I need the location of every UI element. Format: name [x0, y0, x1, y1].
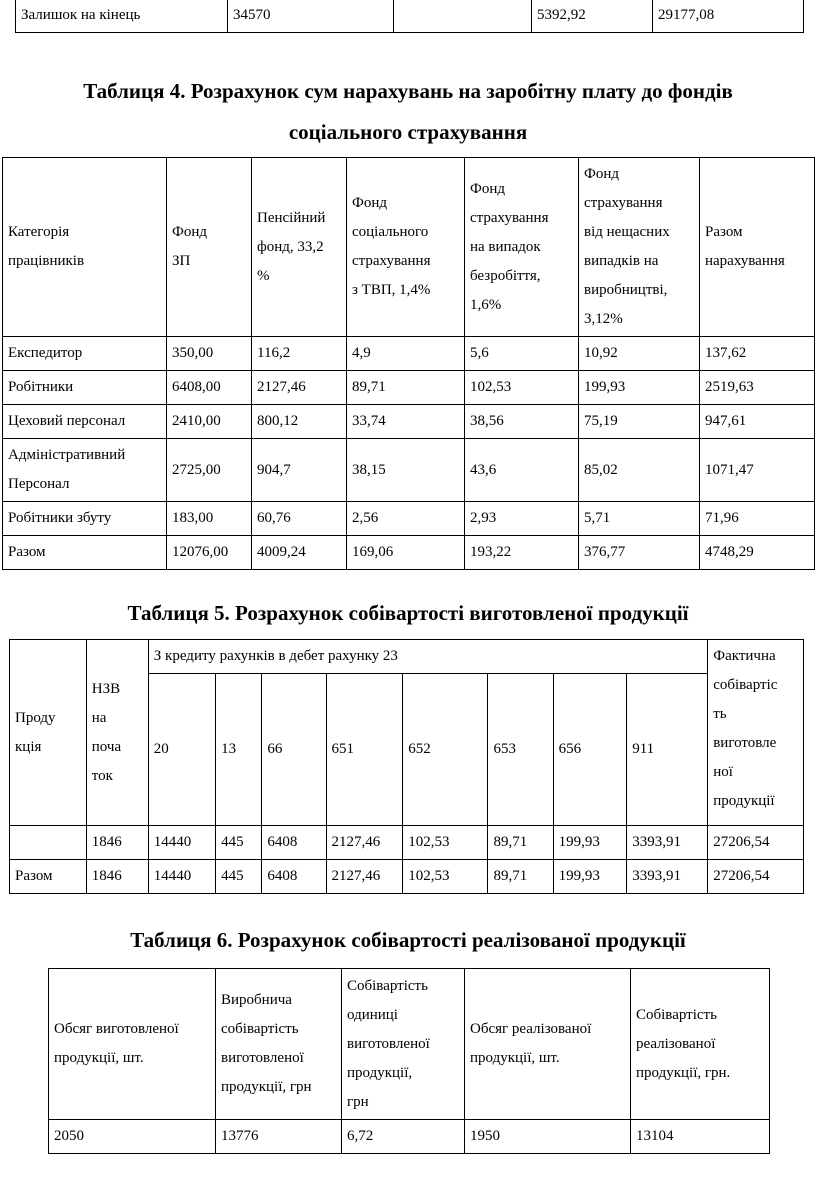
table-cell: 2519,63	[700, 371, 815, 405]
table-cell: Робітники збуту	[3, 502, 167, 536]
table-row	[3, 502, 815, 536]
table-cell: Разом	[3, 536, 167, 570]
header-nzv: НЗВ на поча ток	[86, 640, 148, 826]
table-cell: 5,6	[465, 337, 579, 371]
table-cell: 445	[216, 860, 262, 894]
header-account: 911	[627, 674, 708, 826]
table-cell: 38,15	[347, 439, 465, 502]
table-cell: 2050	[49, 1120, 216, 1154]
table-cell: 376,77	[579, 536, 700, 570]
header-pension-fund: Пенсійний фонд, 33,2 %	[252, 158, 347, 337]
header-account: 653	[488, 674, 553, 826]
table-cell: 183,00	[167, 502, 252, 536]
table-cell	[394, 0, 532, 33]
table-cell: 3393,91	[627, 826, 708, 860]
table-total-row	[10, 860, 804, 894]
table-cell: Адміністративний Персонал	[3, 439, 167, 502]
table-cell: 2,56	[347, 502, 465, 536]
table-cell: 350,00	[167, 337, 252, 371]
table-cell: 71,96	[700, 502, 815, 536]
header-social-fund: Фонд соціального страхування з ТВП, 1,4%	[347, 158, 465, 337]
table-cell: 33,74	[347, 405, 465, 439]
table-cell: 445	[216, 826, 262, 860]
table-cell: 904,7	[252, 439, 347, 502]
header-production-cost: Виробнича собівартість виготовленої продукції, грн	[216, 969, 342, 1120]
table6	[48, 968, 770, 1154]
table6-title: Таблиця 6. Розрахунок собівартості реалізованої продукції	[130, 928, 686, 952]
table-cell: 75,19	[579, 405, 700, 439]
header-produced-volume: Обсяг виготовленої продукції, шт.	[49, 969, 216, 1120]
header-account: 20	[148, 674, 215, 826]
table-cell: 13776	[216, 1120, 342, 1154]
table-row	[3, 405, 815, 439]
table-cell: 14440	[148, 826, 215, 860]
table4-title-line2: соціального страхування	[288, 120, 528, 144]
top-remainder-table	[15, 0, 804, 33]
header-product: Проду кція	[10, 640, 87, 826]
table-cell: 5392,92	[532, 0, 653, 33]
table-cell: 6,72	[342, 1120, 465, 1154]
table-cell	[10, 826, 87, 860]
table-cell: 5,71	[579, 502, 700, 536]
table-cell: Робітники	[3, 371, 167, 405]
table-cell: 2,93	[465, 502, 579, 536]
header-account: 652	[403, 674, 488, 826]
table-cell: 60,76	[252, 502, 347, 536]
table-cell: 43,6	[465, 439, 579, 502]
header-total: Разом нарахування	[700, 158, 815, 337]
table-total-row	[3, 536, 815, 570]
table-cell: 3393,91	[627, 860, 708, 894]
header-unemployment-fund: Фонд страхування на випадок безробіття, 1,6%	[465, 158, 579, 337]
table-cell: 4,9	[347, 337, 465, 371]
table-cell: 2127,46	[326, 860, 403, 894]
header-category: Категорія працівників	[3, 158, 167, 337]
header-accident-fund: Фонд страхування від нещасних випадків на виробництві, 3,12%	[579, 158, 700, 337]
table-cell: 1846	[86, 860, 148, 894]
header-sold-cost: Собівартість реалізованої продукції, грн.	[631, 969, 770, 1120]
table-cell: 4748,29	[700, 536, 815, 570]
table-cell: 12076,00	[167, 536, 252, 570]
header-account: 13	[216, 674, 262, 826]
table-cell: Разом	[10, 860, 87, 894]
header-actual-cost: Фактична собівартіс ть виготовле ної продукції	[708, 640, 804, 826]
table4-title-line1: Таблиця 4. Розрахунок сум нарахувань на заробітну плату до фондів	[83, 79, 733, 103]
table-cell: 27206,54	[708, 860, 804, 894]
table-cell: 89,71	[488, 826, 553, 860]
table-cell: 89,71	[488, 860, 553, 894]
header-credit-accounts: З кредиту рахунків в дебет рахунку 23	[148, 640, 707, 674]
table-cell: 102,53	[403, 826, 488, 860]
header-account: 66	[262, 674, 326, 826]
table-cell: 4009,24	[252, 536, 347, 570]
header-account: 656	[553, 674, 627, 826]
table-cell: 1950	[465, 1120, 631, 1154]
table-cell: 137,62	[700, 337, 815, 371]
table-row	[3, 371, 815, 405]
table-cell: 193,22	[465, 536, 579, 570]
table-header-row	[3, 158, 815, 337]
table-cell: 85,02	[579, 439, 700, 502]
header-unit-cost: Собівартість одиниці виготовленої продукції, грн	[342, 969, 465, 1120]
table-header-row	[49, 969, 770, 1120]
table-header-row	[10, 640, 804, 674]
table-cell: 169,06	[347, 536, 465, 570]
table-cell: 14440	[148, 860, 215, 894]
table-row	[49, 1120, 770, 1154]
table4	[2, 157, 815, 570]
table-cell: 89,71	[347, 371, 465, 405]
table5	[9, 639, 804, 894]
table-cell: 27206,54	[708, 826, 804, 860]
table-cell: 2410,00	[167, 405, 252, 439]
table-cell: 13104	[631, 1120, 770, 1154]
table-cell: 800,12	[252, 405, 347, 439]
table-cell: 947,61	[700, 405, 815, 439]
table-cell: 2127,46	[252, 371, 347, 405]
table-cell: 102,53	[403, 860, 488, 894]
table-cell: 116,2	[252, 337, 347, 371]
table-cell: 34570	[228, 0, 394, 33]
table-cell: 199,93	[579, 371, 700, 405]
table-cell: 6408	[262, 826, 326, 860]
table-cell: 2127,46	[326, 826, 403, 860]
header-sold-volume: Обсяг реалізованої продукції, шт.	[465, 969, 631, 1120]
table-cell: 1071,47	[700, 439, 815, 502]
table-cell: 199,93	[553, 860, 627, 894]
table-cell: Залишок на кінець	[16, 0, 228, 33]
table-cell: 102,53	[465, 371, 579, 405]
table-row	[16, 0, 804, 33]
table-cell: 29177,08	[653, 0, 804, 33]
table-cell: 1846	[86, 826, 148, 860]
table-cell: 10,92	[579, 337, 700, 371]
table-cell: 6408,00	[167, 371, 252, 405]
table-cell: 38,56	[465, 405, 579, 439]
header-wage-fund: Фонд ЗП	[167, 158, 252, 337]
header-account: 651	[326, 674, 403, 826]
table-cell: 6408	[262, 860, 326, 894]
table-cell: Експедитор	[3, 337, 167, 371]
table-cell: Цеховий персонал	[3, 405, 167, 439]
table-cell: 2725,00	[167, 439, 252, 502]
table-cell: 199,93	[553, 826, 627, 860]
table-row	[3, 337, 815, 371]
table-row	[10, 826, 804, 860]
table5-title: Таблиця 5. Розрахунок собівартості виготовленої продукції	[127, 601, 689, 625]
table-row	[3, 439, 815, 502]
